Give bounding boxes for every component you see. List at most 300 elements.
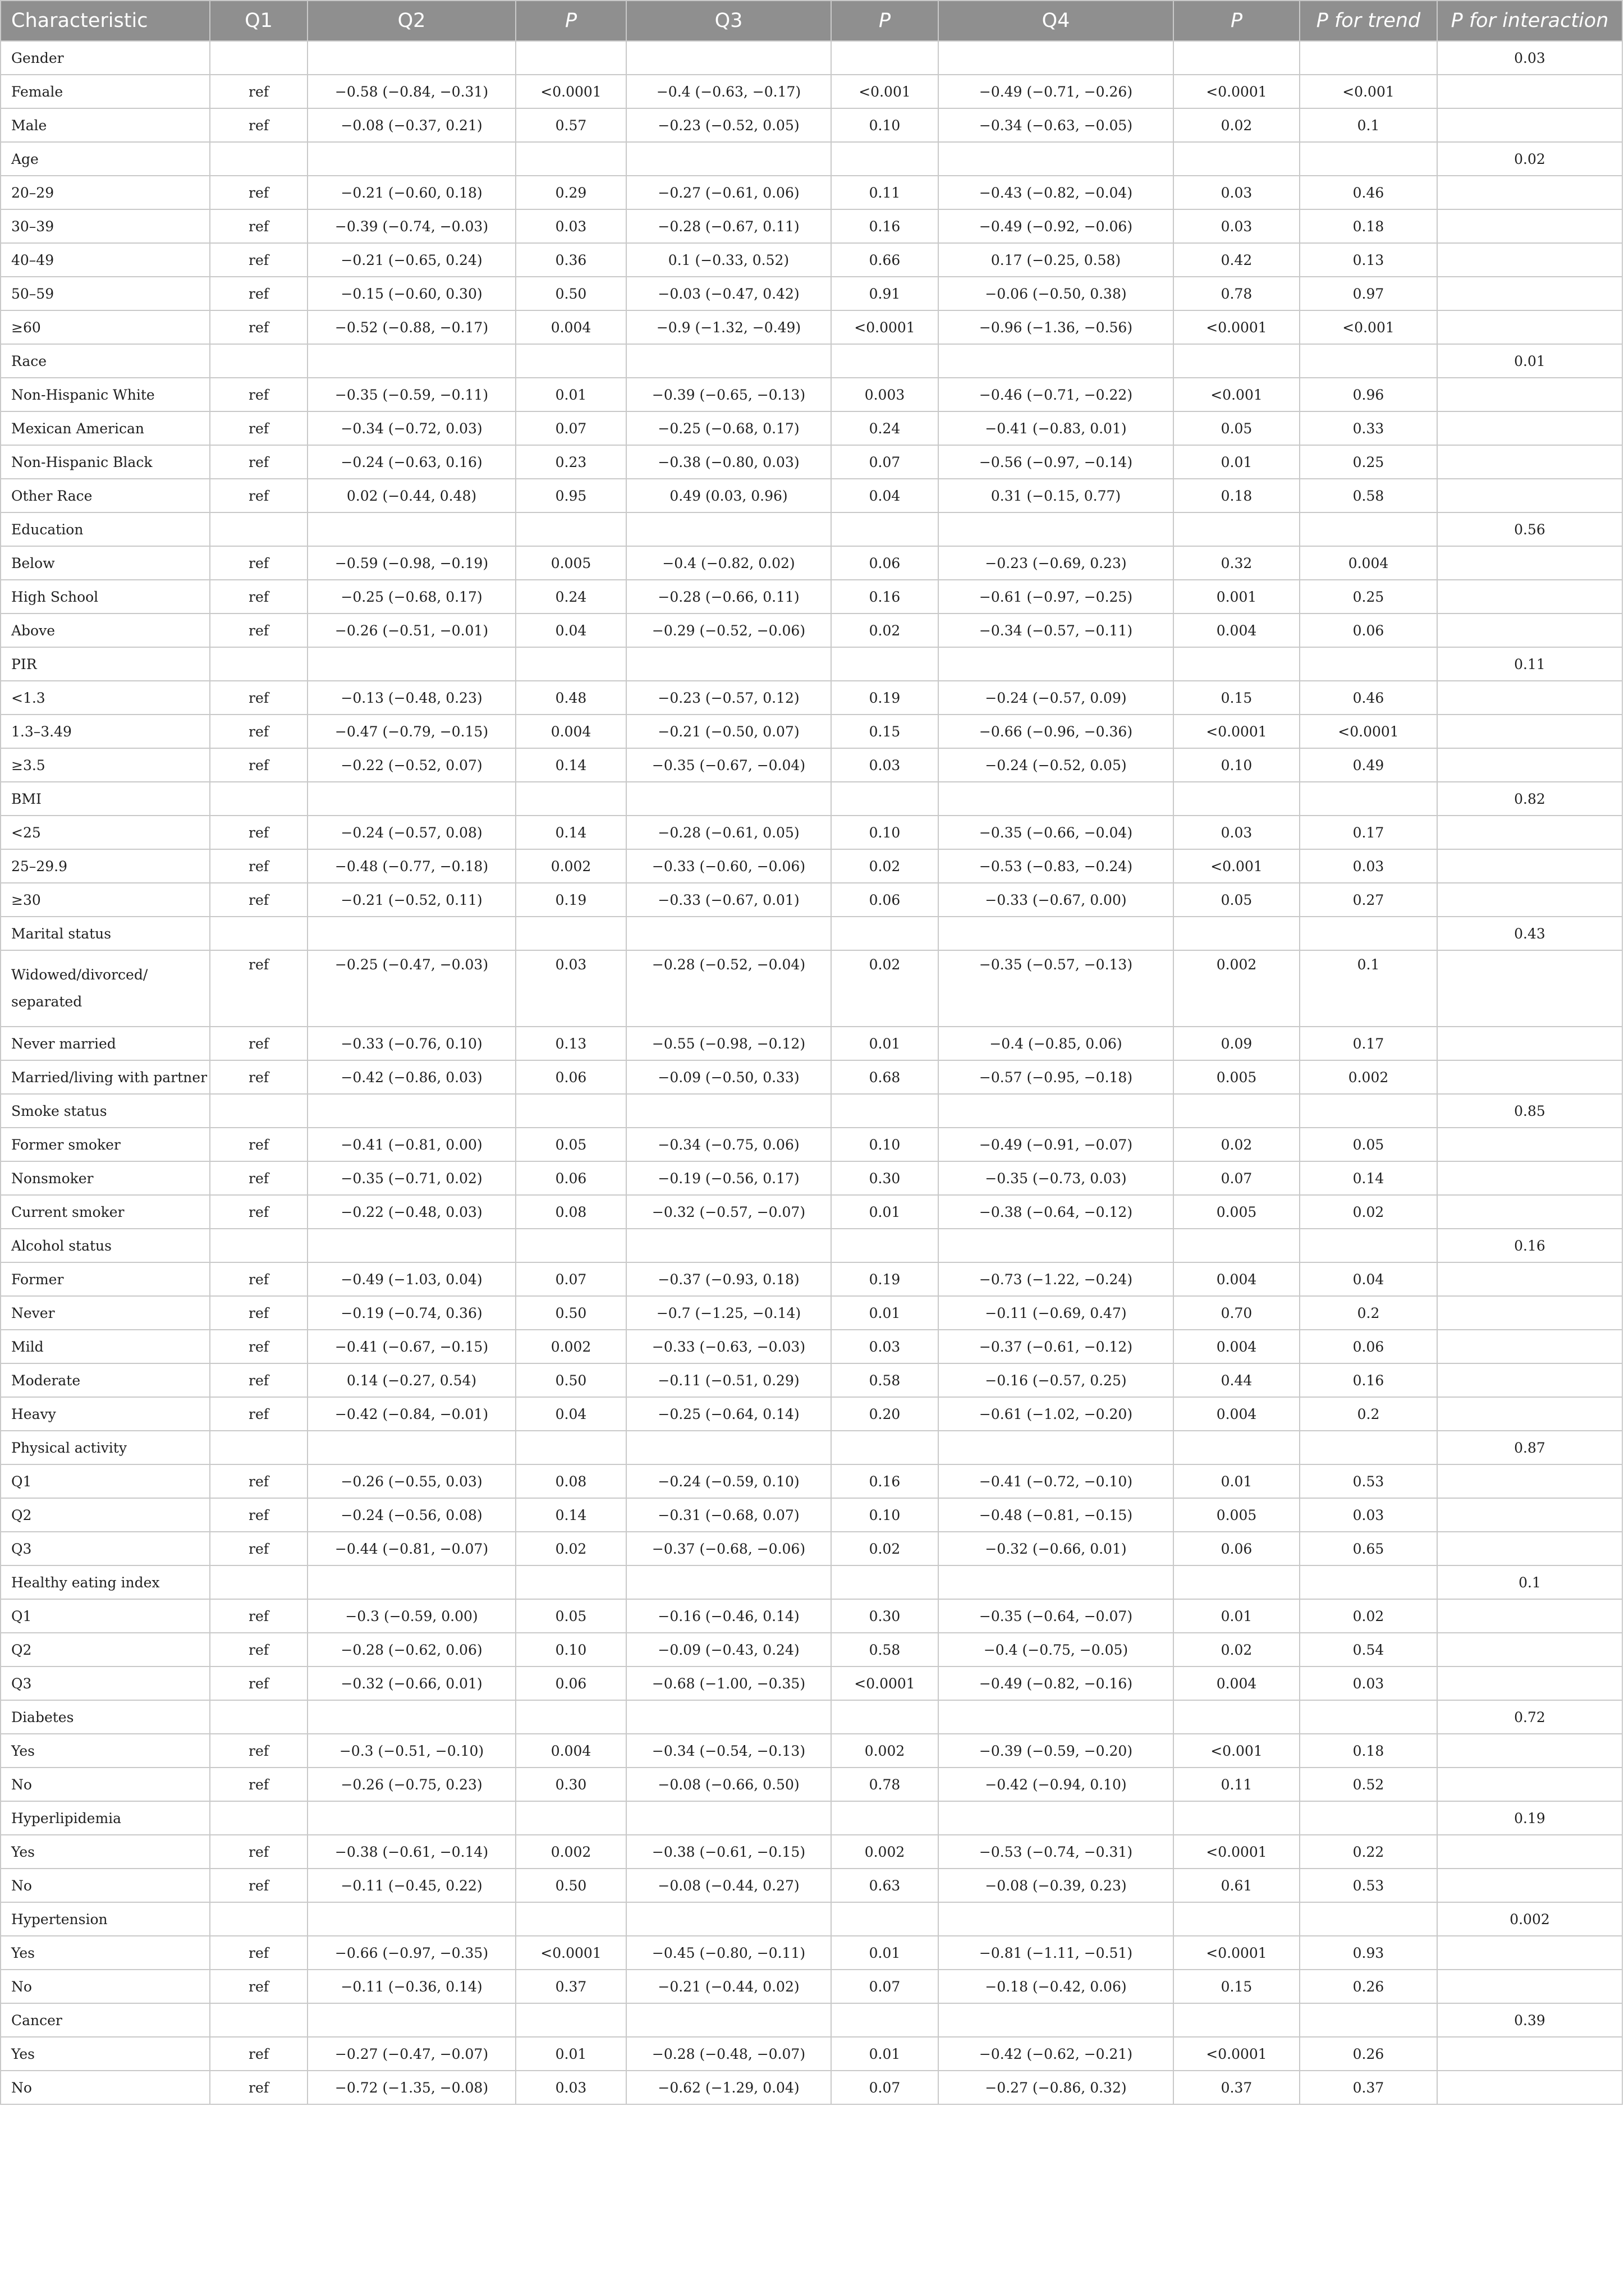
table-group-row bbox=[1, 142, 1622, 176]
q2-p-value-cell: 0.48 bbox=[516, 681, 626, 715]
q4-estimate-cell: −0.43 (−0.82, −0.04) bbox=[938, 176, 1173, 209]
q1-cell: ref bbox=[210, 580, 308, 613]
q2-estimate-cell bbox=[308, 782, 516, 816]
characteristic-cell: Smoke status bbox=[1, 1094, 210, 1128]
q1-cell bbox=[210, 1700, 308, 1734]
q4-p-value-cell bbox=[1173, 41, 1300, 75]
q3-p-value-cell: 0.30 bbox=[831, 1599, 938, 1633]
table-row bbox=[1, 715, 1622, 748]
characteristic-cell: Q1 bbox=[1, 1464, 210, 1498]
q1-cell bbox=[210, 1094, 308, 1128]
table-row bbox=[1, 681, 1622, 715]
q2-p-value-cell: 0.004 bbox=[516, 1734, 626, 1768]
q4-estimate-cell: −0.81 (−1.11, −0.51) bbox=[938, 1936, 1173, 1970]
q4-p-value-cell: 0.01 bbox=[1173, 1464, 1300, 1498]
q4-p-value-cell: 0.02 bbox=[1173, 1128, 1300, 1161]
q2-p-value-cell: 0.23 bbox=[516, 445, 626, 479]
p-for-trend-cell: 0.65 bbox=[1300, 1532, 1437, 1565]
q4-estimate-cell bbox=[938, 1700, 1173, 1734]
table-row bbox=[1, 1262, 1622, 1296]
q2-p-value-cell bbox=[516, 1229, 626, 1262]
q2-p-value-cell: 0.30 bbox=[516, 1768, 626, 1801]
characteristic-cell: 1.3–3.49 bbox=[1, 715, 210, 748]
q4-estimate-cell: 0.31 (−0.15, 0.77) bbox=[938, 479, 1173, 512]
p-for-interaction-cell: 0.87 bbox=[1437, 1431, 1622, 1464]
characteristic-cell: Never bbox=[1, 1296, 210, 1330]
q4-p-value-cell: 0.005 bbox=[1173, 1060, 1300, 1094]
q2-estimate-cell: −0.26 (−0.55, 0.03) bbox=[308, 1464, 516, 1498]
q2-p-value-cell: 0.005 bbox=[516, 546, 626, 580]
q2-estimate-cell: −0.3 (−0.51, −0.10) bbox=[308, 1734, 516, 1768]
q2-p-value-cell: 0.14 bbox=[516, 748, 626, 782]
p-for-trend-cell: 0.93 bbox=[1300, 1936, 1437, 1970]
q3-estimate-cell: −0.24 (−0.59, 0.10) bbox=[626, 1464, 831, 1498]
q4-estimate-cell: −0.41 (−0.83, 0.01) bbox=[938, 411, 1173, 445]
q2-p-value-cell: 0.06 bbox=[516, 1060, 626, 1094]
q3-p-value-cell: 0.003 bbox=[831, 378, 938, 411]
q4-estimate-cell: −0.34 (−0.57, −0.11) bbox=[938, 613, 1173, 647]
q4-estimate-cell: −0.34 (−0.63, −0.05) bbox=[938, 108, 1173, 142]
q2-estimate-cell: −0.72 (−1.35, −0.08) bbox=[308, 2071, 516, 2104]
q2-estimate-cell: −0.35 (−0.71, 0.02) bbox=[308, 1161, 516, 1195]
q4-estimate-cell: −0.49 (−0.71, −0.26) bbox=[938, 75, 1173, 108]
q3-p-value-cell bbox=[831, 782, 938, 816]
q2-estimate-cell: −0.3 (−0.59, 0.00) bbox=[308, 1599, 516, 1633]
q4-estimate-cell bbox=[938, 1094, 1173, 1128]
q4-estimate-cell: −0.35 (−0.57, −0.13) bbox=[938, 950, 1173, 1027]
p-for-interaction-cell: 0.85 bbox=[1437, 1094, 1622, 1128]
q2-p-value-cell bbox=[516, 1700, 626, 1734]
p-for-interaction-cell bbox=[1437, 1633, 1622, 1666]
table-row bbox=[1, 75, 1622, 108]
q1-cell: ref bbox=[210, 1262, 308, 1296]
q3-estimate-cell: −0.38 (−0.61, −0.15) bbox=[626, 1835, 831, 1869]
q3-estimate-cell: −0.09 (−0.43, 0.24) bbox=[626, 1633, 831, 1666]
p-for-trend-cell bbox=[1300, 2003, 1437, 2037]
table-row bbox=[1, 1060, 1622, 1094]
q2-estimate-cell: −0.28 (−0.62, 0.06) bbox=[308, 1633, 516, 1666]
q4-p-value-cell: 0.02 bbox=[1173, 108, 1300, 142]
q4-estimate-cell: −0.56 (−0.97, −0.14) bbox=[938, 445, 1173, 479]
table-row bbox=[1, 1128, 1622, 1161]
p-for-trend-cell: 0.13 bbox=[1300, 243, 1437, 277]
q2-p-value-cell bbox=[516, 1801, 626, 1835]
column-header-p-for-trend bbox=[1300, 1, 1437, 41]
q2-p-value-cell: 0.004 bbox=[516, 310, 626, 344]
q4-p-value-cell: 0.002 bbox=[1173, 950, 1300, 1027]
q1-cell: ref bbox=[210, 1060, 308, 1094]
q3-estimate-cell: −0.45 (−0.80, −0.11) bbox=[626, 1936, 831, 1970]
p-for-trend-cell: 0.1 bbox=[1300, 108, 1437, 142]
q3-p-value-cell: <0.0001 bbox=[831, 1666, 938, 1700]
q2-p-value-cell: 0.03 bbox=[516, 209, 626, 243]
q3-p-value-cell bbox=[831, 647, 938, 681]
column-header-characteristic: Characteristic bbox=[1, 1, 210, 41]
p-for-interaction-cell bbox=[1437, 1262, 1622, 1296]
p-for-trend-cell bbox=[1300, 1431, 1437, 1464]
table-row bbox=[1, 176, 1622, 209]
characteristic-cell: No bbox=[1, 1768, 210, 1801]
q3-p-value-cell: 0.07 bbox=[831, 1970, 938, 2003]
q3-estimate-cell: −0.08 (−0.66, 0.50) bbox=[626, 1768, 831, 1801]
table-row bbox=[1, 1666, 1622, 1700]
characteristic-cell: Former smoker bbox=[1, 1128, 210, 1161]
q4-estimate-cell: −0.48 (−0.81, −0.15) bbox=[938, 1498, 1173, 1532]
q2-p-value-cell bbox=[516, 1565, 626, 1599]
q1-cell: ref bbox=[210, 1498, 308, 1532]
q2-estimate-cell: −0.21 (−0.52, 0.11) bbox=[308, 883, 516, 917]
p-for-trend-cell: 0.14 bbox=[1300, 1161, 1437, 1195]
p-for-interaction-cell bbox=[1437, 176, 1622, 209]
p-for-trend-cell: 0.26 bbox=[1300, 2037, 1437, 2071]
column-header-q2: Q2 bbox=[308, 1, 516, 41]
table-group-row bbox=[1, 1700, 1622, 1734]
q1-cell: ref bbox=[210, 1296, 308, 1330]
q2-p-value-cell: 0.04 bbox=[516, 613, 626, 647]
q4-estimate-cell bbox=[938, 344, 1173, 378]
q3-estimate-cell: −0.08 (−0.44, 0.27) bbox=[626, 1869, 831, 1902]
table-row bbox=[1, 1330, 1622, 1363]
q4-estimate-cell: −0.33 (−0.67, 0.00) bbox=[938, 883, 1173, 917]
q4-p-value-cell bbox=[1173, 917, 1300, 950]
q2-p-value-cell: 0.29 bbox=[516, 176, 626, 209]
q3-p-value-cell: 0.02 bbox=[831, 849, 938, 883]
q4-p-value-cell: 0.44 bbox=[1173, 1363, 1300, 1397]
q4-estimate-cell: −0.11 (−0.69, 0.47) bbox=[938, 1296, 1173, 1330]
characteristic-cell: 20–29 bbox=[1, 176, 210, 209]
q4-p-value-cell bbox=[1173, 344, 1300, 378]
q3-p-value-cell: 0.03 bbox=[831, 1330, 938, 1363]
q4-estimate-cell bbox=[938, 1801, 1173, 1835]
p-for-interaction-cell: 0.02 bbox=[1437, 142, 1622, 176]
q2-p-value-cell bbox=[516, 647, 626, 681]
q3-estimate-cell bbox=[626, 782, 831, 816]
q1-cell: ref bbox=[210, 613, 308, 647]
q3-estimate-cell: −0.09 (−0.50, 0.33) bbox=[626, 1060, 831, 1094]
q2-p-value-cell: 0.08 bbox=[516, 1195, 626, 1229]
q4-p-value-cell bbox=[1173, 1565, 1300, 1599]
characteristic-cell: Current smoker bbox=[1, 1195, 210, 1229]
p-for-interaction-cell bbox=[1437, 1363, 1622, 1397]
q2-estimate-cell: 0.14 (−0.27, 0.54) bbox=[308, 1363, 516, 1397]
q2-estimate-cell bbox=[308, 1431, 516, 1464]
q1-cell: ref bbox=[210, 310, 308, 344]
q2-estimate-cell: −0.35 (−0.59, −0.11) bbox=[308, 378, 516, 411]
column-header-q1: Q1 bbox=[210, 1, 308, 41]
q3-estimate-cell: −0.28 (−0.67, 0.11) bbox=[626, 209, 831, 243]
q3-estimate-cell: −0.34 (−0.54, −0.13) bbox=[626, 1734, 831, 1768]
q3-estimate-cell: −0.19 (−0.56, 0.17) bbox=[626, 1161, 831, 1195]
q4-estimate-cell bbox=[938, 41, 1173, 75]
p-for-interaction-cell bbox=[1437, 1161, 1622, 1195]
q3-p-value-cell bbox=[831, 1431, 938, 1464]
q3-p-value-cell: 0.16 bbox=[831, 580, 938, 613]
q4-p-value-cell: 0.05 bbox=[1173, 883, 1300, 917]
q1-cell: ref bbox=[210, 1128, 308, 1161]
q1-cell bbox=[210, 917, 308, 950]
p-for-trend-cell: 0.18 bbox=[1300, 1734, 1437, 1768]
q2-estimate-cell: −0.27 (−0.47, −0.07) bbox=[308, 2037, 516, 2071]
q1-cell: ref bbox=[210, 378, 308, 411]
q1-cell: ref bbox=[210, 176, 308, 209]
q3-estimate-cell: −0.28 (−0.48, −0.07) bbox=[626, 2037, 831, 2071]
p-for-interaction-cell bbox=[1437, 883, 1622, 917]
q3-p-value-cell: 0.10 bbox=[831, 1498, 938, 1532]
p-for-interaction-cell bbox=[1437, 1768, 1622, 1801]
table-row bbox=[1, 1498, 1622, 1532]
q4-estimate-cell: −0.41 (−0.72, −0.10) bbox=[938, 1464, 1173, 1498]
p-for-interaction-cell bbox=[1437, 209, 1622, 243]
q1-cell: ref bbox=[210, 681, 308, 715]
q3-p-value-cell: 0.02 bbox=[831, 950, 938, 1027]
table-group-row bbox=[1, 512, 1622, 546]
p-for-trend-cell: 0.96 bbox=[1300, 378, 1437, 411]
q2-estimate-cell: −0.11 (−0.36, 0.14) bbox=[308, 1970, 516, 2003]
q2-estimate-cell: −0.15 (−0.60, 0.30) bbox=[308, 277, 516, 310]
p-for-interaction-cell bbox=[1437, 411, 1622, 445]
p-for-trend-cell: 0.37 bbox=[1300, 2071, 1437, 2104]
p-for-trend-cell: 0.33 bbox=[1300, 411, 1437, 445]
q2-estimate-cell bbox=[308, 41, 516, 75]
q2-estimate-cell: −0.25 (−0.68, 0.17) bbox=[308, 580, 516, 613]
q4-estimate-cell: −0.27 (−0.86, 0.32) bbox=[938, 2071, 1173, 2104]
characteristic-cell: Hyperlipidemia bbox=[1, 1801, 210, 1835]
q1-cell bbox=[210, 344, 308, 378]
q4-p-value-cell bbox=[1173, 142, 1300, 176]
q2-p-value-cell: 0.24 bbox=[516, 580, 626, 613]
table-row bbox=[1, 1464, 1622, 1498]
q1-cell: ref bbox=[210, 1734, 308, 1768]
p-for-trend-cell bbox=[1300, 41, 1437, 75]
q4-p-value-cell: 0.15 bbox=[1173, 681, 1300, 715]
q3-p-value-cell: 0.58 bbox=[831, 1633, 938, 1666]
p-for-trend-cell bbox=[1300, 142, 1437, 176]
characteristic-cell: Widowed/divorced/ separated bbox=[1, 950, 210, 1027]
q3-p-value-cell: 0.01 bbox=[831, 1195, 938, 1229]
q3-estimate-cell: −0.4 (−0.63, −0.17) bbox=[626, 75, 831, 108]
q3-estimate-cell bbox=[626, 1431, 831, 1464]
q3-p-value-cell: 0.16 bbox=[831, 209, 938, 243]
q4-p-value-cell: 0.004 bbox=[1173, 1262, 1300, 1296]
q1-cell: ref bbox=[210, 1599, 308, 1633]
q2-p-value-cell bbox=[516, 782, 626, 816]
p-for-trend-cell: 0.03 bbox=[1300, 849, 1437, 883]
q4-p-value-cell: <0.001 bbox=[1173, 849, 1300, 883]
p-for-interaction-cell bbox=[1437, 445, 1622, 479]
q3-estimate-cell: −0.32 (−0.57, −0.07) bbox=[626, 1195, 831, 1229]
q2-p-value-cell: 0.36 bbox=[516, 243, 626, 277]
q4-estimate-cell bbox=[938, 1229, 1173, 1262]
p-for-trend-cell: 0.16 bbox=[1300, 1363, 1437, 1397]
q3-p-value-cell: 0.10 bbox=[831, 816, 938, 849]
q4-p-value-cell: <0.0001 bbox=[1173, 75, 1300, 108]
p-for-trend-cell bbox=[1300, 344, 1437, 378]
q1-cell: ref bbox=[210, 883, 308, 917]
q2-p-value-cell: 0.05 bbox=[516, 1128, 626, 1161]
q2-estimate-cell: −0.21 (−0.65, 0.24) bbox=[308, 243, 516, 277]
characteristic-cell: Q3 bbox=[1, 1666, 210, 1700]
table-row bbox=[1, 445, 1622, 479]
q1-cell: ref bbox=[210, 1936, 308, 1970]
q4-estimate-cell: −0.18 (−0.42, 0.06) bbox=[938, 1970, 1173, 2003]
characteristic-cell: No bbox=[1, 1970, 210, 2003]
q2-p-value-cell: 0.50 bbox=[516, 1296, 626, 1330]
column-header-q3: Q3 bbox=[626, 1, 831, 41]
q2-estimate-cell: −0.24 (−0.63, 0.16) bbox=[308, 445, 516, 479]
p-for-trend-cell bbox=[1300, 1094, 1437, 1128]
p-for-interaction-cell bbox=[1437, 277, 1622, 310]
q2-p-value-cell bbox=[516, 512, 626, 546]
characteristic-cell: BMI bbox=[1, 782, 210, 816]
q3-estimate-cell: −0.33 (−0.63, −0.03) bbox=[626, 1330, 831, 1363]
q1-cell bbox=[210, 2003, 308, 2037]
p-for-interaction-text: P for interaction bbox=[1451, 10, 1609, 32]
q2-estimate-cell: −0.59 (−0.98, −0.19) bbox=[308, 546, 516, 580]
q3-p-value-cell: 0.07 bbox=[831, 2071, 938, 2104]
characteristic-cell: ≥3.5 bbox=[1, 748, 210, 782]
q3-estimate-cell bbox=[626, 1700, 831, 1734]
q2-p-value-cell: 0.02 bbox=[516, 1532, 626, 1565]
characteristic-cell: Non-Hispanic White bbox=[1, 378, 210, 411]
p-for-interaction-cell bbox=[1437, 849, 1622, 883]
q4-estimate-cell: −0.4 (−0.75, −0.05) bbox=[938, 1633, 1173, 1666]
characteristic-cell: Male bbox=[1, 108, 210, 142]
q3-p-value-cell: 0.01 bbox=[831, 1296, 938, 1330]
q2-estimate-cell bbox=[308, 142, 516, 176]
q4-p-value-cell: 0.78 bbox=[1173, 277, 1300, 310]
q1-cell: ref bbox=[210, 1869, 308, 1902]
characteristic-cell: Q2 bbox=[1, 1498, 210, 1532]
q2-p-value-cell: 0.19 bbox=[516, 883, 626, 917]
q4-p-value-cell: 0.005 bbox=[1173, 1498, 1300, 1532]
q1-cell: ref bbox=[210, 75, 308, 108]
p-for-trend-cell: 0.97 bbox=[1300, 277, 1437, 310]
q4-p-value-cell: 0.004 bbox=[1173, 1330, 1300, 1363]
q2-p-value-cell: 0.01 bbox=[516, 2037, 626, 2071]
q2-p-value-cell: 0.57 bbox=[516, 108, 626, 142]
q1-cell: ref bbox=[210, 411, 308, 445]
p-for-interaction-cell bbox=[1437, 1835, 1622, 1869]
q2-estimate-cell: −0.25 (−0.47, −0.03) bbox=[308, 950, 516, 1027]
q2-p-value-cell: <0.0001 bbox=[516, 75, 626, 108]
q1-cell: ref bbox=[210, 445, 308, 479]
q4-p-value-cell: 0.18 bbox=[1173, 479, 1300, 512]
q2-estimate-cell: −0.48 (−0.77, −0.18) bbox=[308, 849, 516, 883]
table-row bbox=[1, 1296, 1622, 1330]
q1-cell bbox=[210, 1565, 308, 1599]
characteristic-cell: Q3 bbox=[1, 1532, 210, 1565]
q3-estimate-cell bbox=[626, 512, 831, 546]
q2-estimate-cell bbox=[308, 1801, 516, 1835]
q3-estimate-cell: −0.39 (−0.65, −0.13) bbox=[626, 378, 831, 411]
p-for-interaction-cell bbox=[1437, 479, 1622, 512]
table-row bbox=[1, 1936, 1622, 1970]
p-for-trend-cell: 0.54 bbox=[1300, 1633, 1437, 1666]
q4-estimate-cell: −0.37 (−0.61, −0.12) bbox=[938, 1330, 1173, 1363]
characteristic-cell: Heavy bbox=[1, 1397, 210, 1431]
q4-estimate-cell: −0.35 (−0.64, −0.07) bbox=[938, 1599, 1173, 1633]
characteristic-cell: <1.3 bbox=[1, 681, 210, 715]
column-header-p-q3: P bbox=[831, 1, 938, 41]
q4-estimate-cell bbox=[938, 917, 1173, 950]
q2-estimate-cell: −0.44 (−0.81, −0.07) bbox=[308, 1532, 516, 1565]
table-row bbox=[1, 2071, 1622, 2104]
q1-cell: ref bbox=[210, 1363, 308, 1397]
characteristic-cell: Yes bbox=[1, 2037, 210, 2071]
q2-p-value-cell bbox=[516, 1094, 626, 1128]
q1-cell bbox=[210, 647, 308, 681]
q3-p-value-cell: 0.30 bbox=[831, 1161, 938, 1195]
characteristic-cell: Married/living with partner bbox=[1, 1060, 210, 1094]
q2-p-value-cell: 0.002 bbox=[516, 1330, 626, 1363]
q3-p-value-cell: 0.19 bbox=[831, 1262, 938, 1296]
p-for-trend-cell bbox=[1300, 1801, 1437, 1835]
column-header-p-q2: P bbox=[516, 1, 626, 41]
p-for-interaction-cell bbox=[1437, 950, 1622, 1027]
q4-p-value-cell bbox=[1173, 1094, 1300, 1128]
p-for-trend-cell bbox=[1300, 512, 1437, 546]
q4-p-value-cell: 0.004 bbox=[1173, 1397, 1300, 1431]
column-header-p-for-interaction bbox=[1437, 1, 1622, 41]
q3-estimate-cell bbox=[626, 917, 831, 950]
characteristic-cell: 40–49 bbox=[1, 243, 210, 277]
p-for-trend-cell bbox=[1300, 647, 1437, 681]
q3-p-value-cell: 0.02 bbox=[831, 613, 938, 647]
table-group-row bbox=[1, 1229, 1622, 1262]
q4-p-value-cell: 0.05 bbox=[1173, 411, 1300, 445]
p-for-interaction-cell bbox=[1437, 1532, 1622, 1565]
q3-p-value-cell: <0.001 bbox=[831, 75, 938, 108]
q2-p-value-cell: 0.14 bbox=[516, 1498, 626, 1532]
q2-p-value-cell: 0.13 bbox=[516, 1027, 626, 1060]
q2-estimate-cell bbox=[308, 344, 516, 378]
characteristic-cell: Cancer bbox=[1, 2003, 210, 2037]
q2-p-value-cell: 0.002 bbox=[516, 849, 626, 883]
q3-estimate-cell: −0.31 (−0.68, 0.07) bbox=[626, 1498, 831, 1532]
characteristic-cell: ≥60 bbox=[1, 310, 210, 344]
q1-cell: ref bbox=[210, 1835, 308, 1869]
q4-p-value-cell: <0.0001 bbox=[1173, 1936, 1300, 1970]
q1-cell: ref bbox=[210, 479, 308, 512]
q3-estimate-cell: −0.25 (−0.64, 0.14) bbox=[626, 1397, 831, 1431]
q4-estimate-cell: −0.35 (−0.66, −0.04) bbox=[938, 816, 1173, 849]
q3-estimate-cell: −0.38 (−0.80, 0.03) bbox=[626, 445, 831, 479]
table-row bbox=[1, 1161, 1622, 1195]
p-for-trend-cell: 0.26 bbox=[1300, 1970, 1437, 2003]
q2-p-value-cell: 0.08 bbox=[516, 1464, 626, 1498]
q3-estimate-cell: −0.55 (−0.98, −0.12) bbox=[626, 1027, 831, 1060]
q3-p-value-cell: 0.66 bbox=[831, 243, 938, 277]
table-row bbox=[1, 1363, 1622, 1397]
q4-estimate-cell bbox=[938, 512, 1173, 546]
q3-p-value-cell: 0.68 bbox=[831, 1060, 938, 1094]
q2-estimate-cell: −0.21 (−0.60, 0.18) bbox=[308, 176, 516, 209]
q2-p-value-cell: 0.06 bbox=[516, 1666, 626, 1700]
q4-p-value-cell: <0.001 bbox=[1173, 378, 1300, 411]
q3-estimate-cell: −0.29 (−0.52, −0.06) bbox=[626, 613, 831, 647]
q3-p-value-cell bbox=[831, 1565, 938, 1599]
q3-estimate-cell: −0.34 (−0.75, 0.06) bbox=[626, 1128, 831, 1161]
table-group-row bbox=[1, 647, 1622, 681]
q3-estimate-cell: −0.62 (−1.29, 0.04) bbox=[626, 2071, 831, 2104]
q2-p-value-cell: 0.04 bbox=[516, 1397, 626, 1431]
q3-estimate-cell: −0.21 (−0.44, 0.02) bbox=[626, 1970, 831, 2003]
table-row bbox=[1, 1027, 1622, 1060]
q2-estimate-cell bbox=[308, 1229, 516, 1262]
q3-p-value-cell: 0.06 bbox=[831, 546, 938, 580]
q4-estimate-cell bbox=[938, 647, 1173, 681]
p-for-interaction-cell bbox=[1437, 1498, 1622, 1532]
